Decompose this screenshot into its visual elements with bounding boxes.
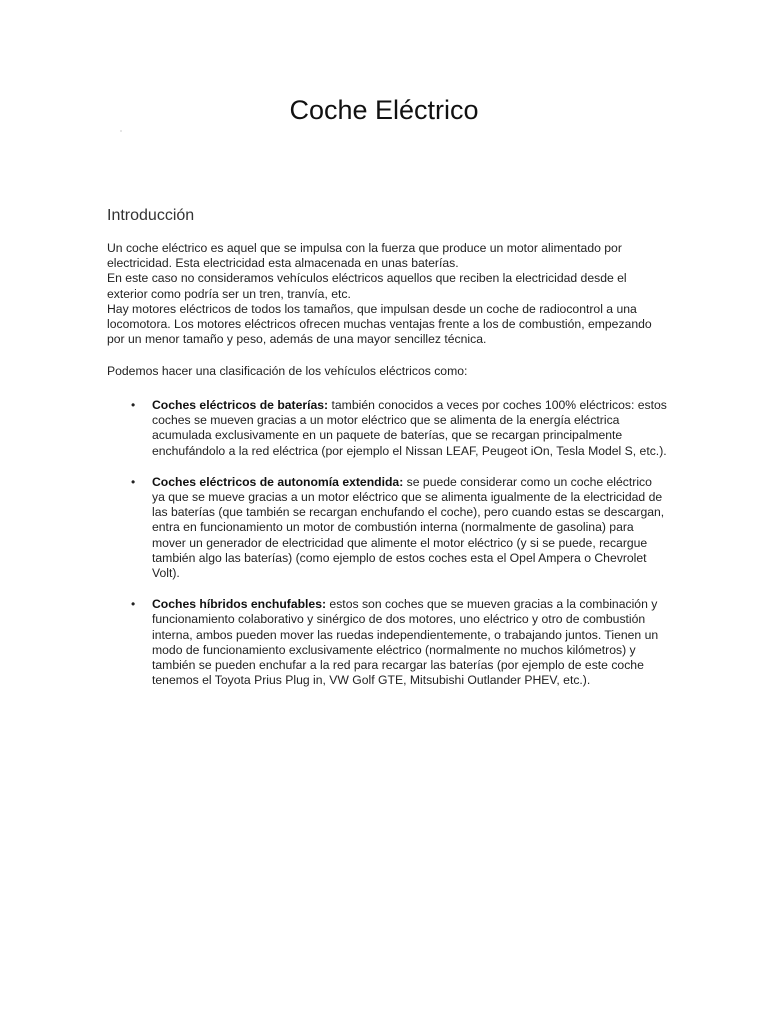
bullet-icon: • xyxy=(131,398,136,412)
intro-paragraph: Un coche eléctrico es aquel que se impulsa con la fuerza que produce un motor alimentado por electricidad. Esta electricidad esta almacenada en unas baterías. xyxy=(107,241,622,271)
document-title: Coche Eléctrico xyxy=(289,95,479,125)
intro-paragraph: Hay motores eléctricos de todos los tamaños, que impulsan desde un coche de radiocontrol a una locomotora. Los motores eléctricos ofrecen muchas ventajas frente a los de combustión, empezando por un menor tamaño y peso, además de una mayor sencillez técnica. xyxy=(107,301,652,347)
intro-block xyxy=(107,241,667,347)
intro-paragraph: En este caso no consideramos vehículos eléctricos aquellos que reciben la electricidad desde el exterior como podría ser un tren, tranvía, etc. xyxy=(107,271,627,301)
scan-speck xyxy=(120,130,122,132)
list-item xyxy=(107,398,667,459)
list-item-text: también conocidos a veces por coches 100% eléctricos: estos coches se mueven gracias a un motor eléctrico que se alimenta de la energía eléctrica acumulada exclusivamente en un paquete de baterías, que se recargan principalmente enchufándolo a la red eléctrica (por ejemplo el Nissan LEAF, Peugeot iOn, Tesla Model S, etc.). xyxy=(152,398,667,458)
bullet-icon: • xyxy=(131,597,136,612)
bullet-icon: • xyxy=(131,474,136,489)
list-item xyxy=(107,475,667,581)
vehicle-type-list xyxy=(107,398,667,704)
list-item-text: estos son coches que se mueven gracias a la combinación y funcionamiento colaborativo y sinérgico de dos motores, uno eléctrico y otro de combustión interna, ambos pueden mover las ruedas independientemente, o trabajando juntos. Tienen un modo de funcionamiento exclusivamente eléctrico (normalmente no muchos kilómetros) y también se pueden enchufar a la red para recargar las baterías (por ejemplo de este coche tenemos el Toyota Prius Plug in, VW Golf GTE, Mitsubishi Outlander PHEV, etc.). xyxy=(152,597,659,688)
list-item-term: Coches eléctricos de autonomía extendida: xyxy=(152,474,404,489)
section-heading: Introducción xyxy=(107,207,195,224)
list-item xyxy=(107,597,667,688)
list-item-term: Coches híbridos enchufables: xyxy=(152,597,327,612)
classification-intro: Podemos hacer una clasificación de los vehículos eléctricos como: xyxy=(107,364,468,378)
list-item-text: se puede considerar como un coche eléctrico ya que se mueve gracias a un motor eléctrico que se alimenta igualmente de la electricidad de las baterías (que también se recargan enchufando el coche), pero cuando estas se descargan, entra en funcionamiento un motor de combustión interna (normalmente de gasolina) para mover un generador de electricidad que alimente el motor eléctrico (y si se puede, recargue también algo las baterías) (como ejemplo de estos coches esta el Opel Ampera o Chevrolet Volt). xyxy=(152,474,665,581)
list-item-term: Coches eléctricos de baterías: xyxy=(152,398,329,412)
